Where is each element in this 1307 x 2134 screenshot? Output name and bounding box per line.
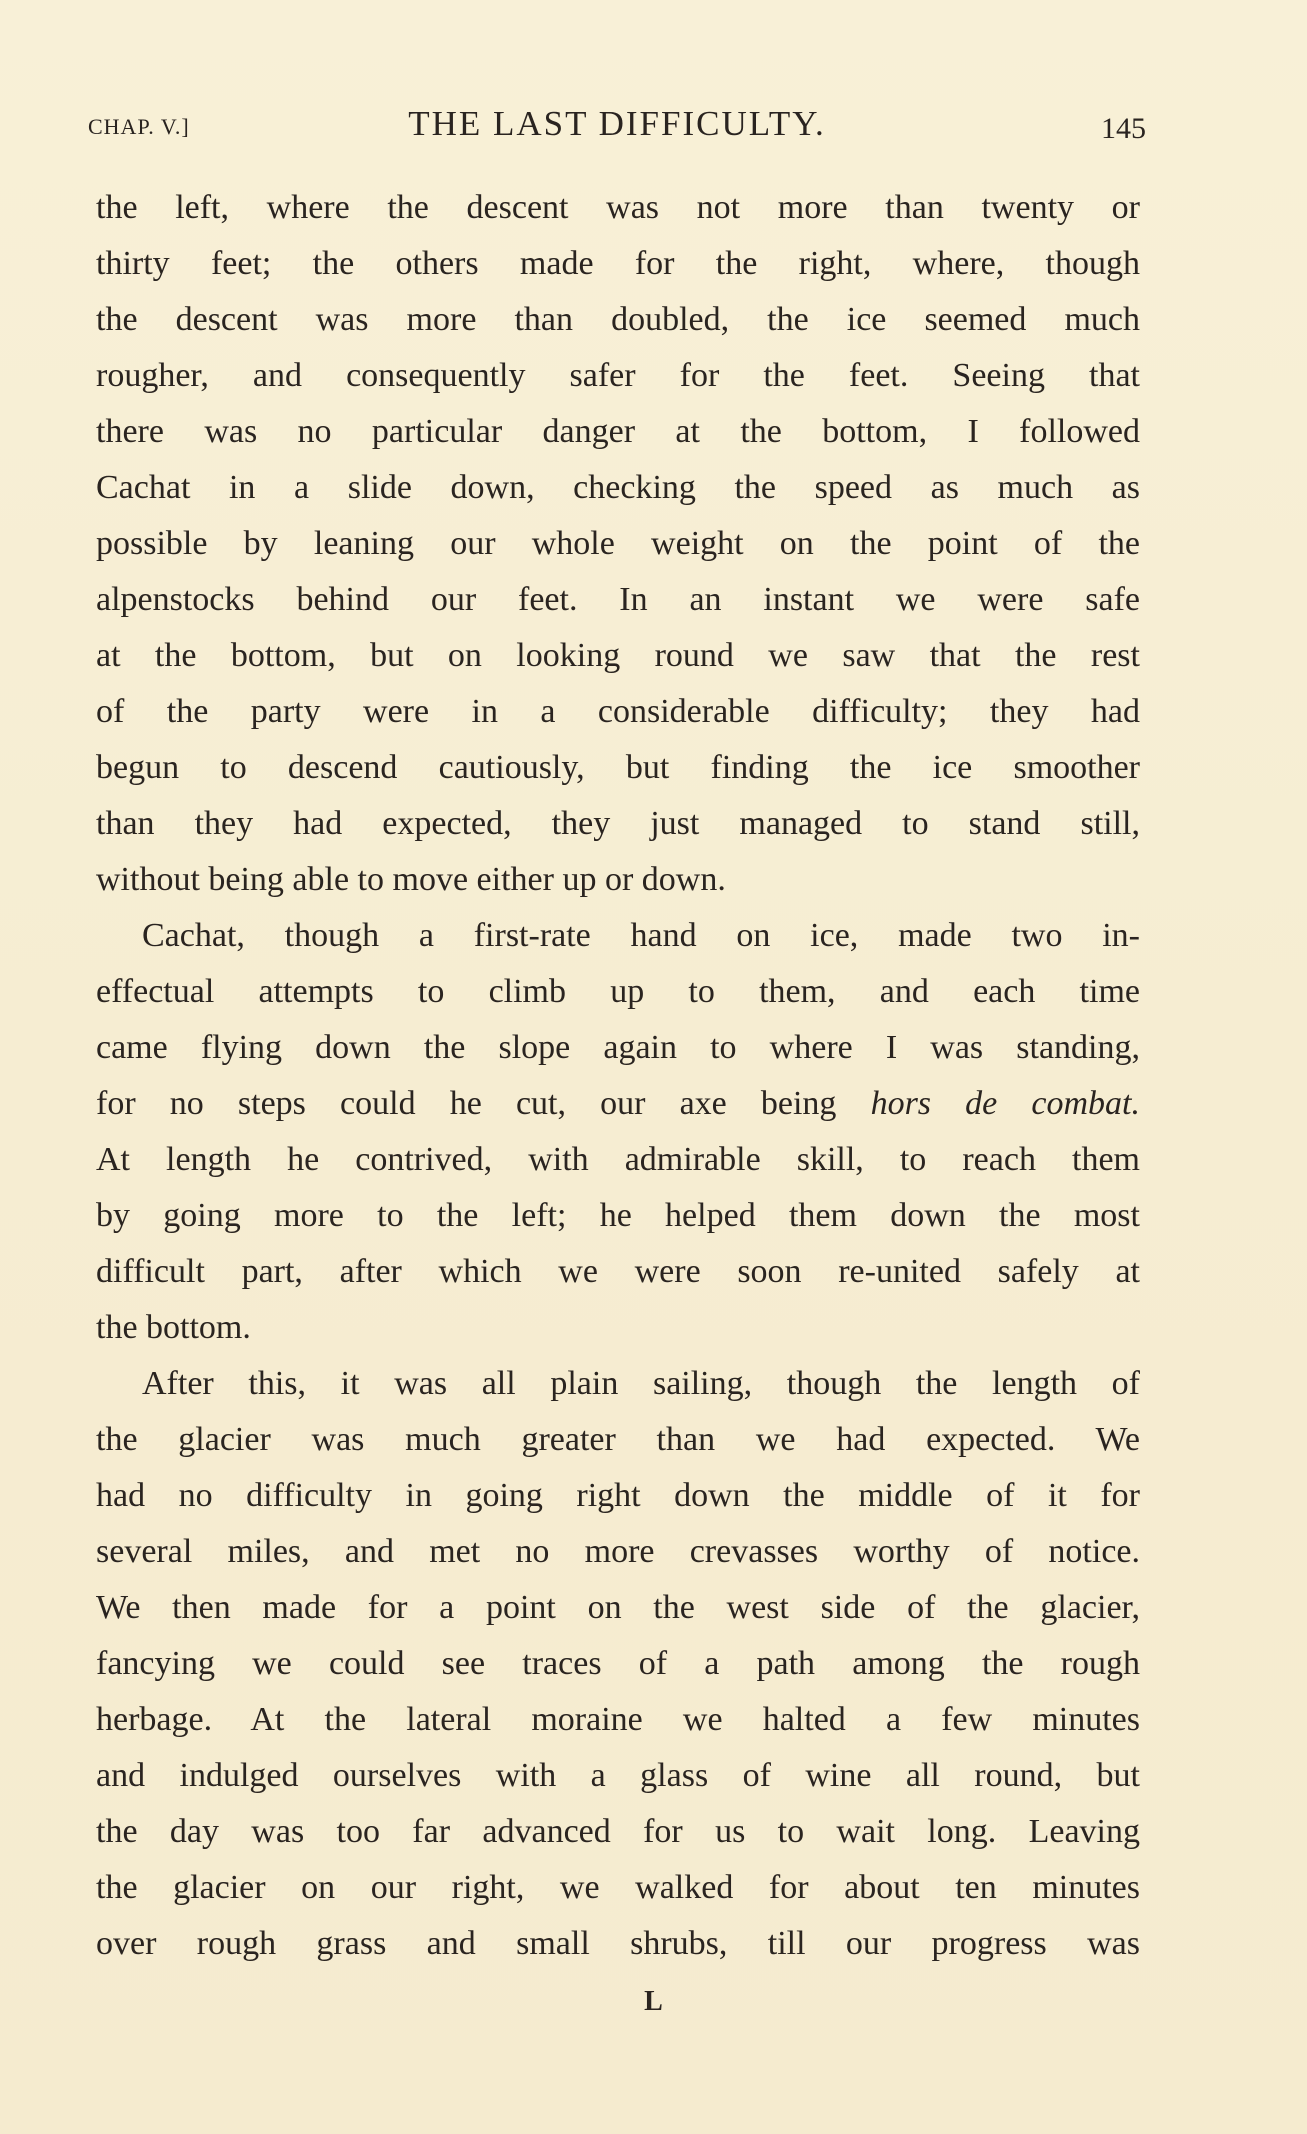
text-line: of the party were in a considerable difficulty; they had (96, 693, 1140, 730)
text-line: the descent was more than doubled, the ice seemed much (96, 301, 1140, 338)
page-number: 145 (1101, 112, 1146, 145)
text-line: rougher, and consequently safer for the feet. Seeing that (96, 357, 1140, 394)
text-line: the bottom. (96, 1309, 251, 1346)
paragraph (96, 908, 1140, 1356)
text-line: came flying down the slope again to where I was standing, (96, 1029, 1140, 1066)
text-line: the glacier was much greater than we had expected. We (96, 1421, 1140, 1458)
text-line: effectual attempts to climb up to them, and each time (96, 973, 1140, 1010)
text-line: After this, it was all plain sailing, though the length of (142, 1365, 1140, 1402)
text-line: the left, where the descent was not more than twenty or (96, 189, 1140, 226)
paragraph (96, 180, 1140, 908)
page-title: THE LAST DIFFICULTY. (408, 104, 826, 143)
text-line: and indulged ourselves with a glass of wine all round, but (96, 1757, 1140, 1794)
text-line: the glacier on our right, we walked for about ten minutes (96, 1869, 1140, 1906)
text-line: without being able to move either up or down. (96, 861, 726, 898)
text-span: for no steps could he cut, our axe being (96, 1085, 837, 1122)
signature-mark: L (644, 1986, 663, 2017)
text-line: thirty feet; the others made for the right, where, though (96, 245, 1140, 282)
text-line: At length he contrived, with admirable skill, to reach them (96, 1141, 1140, 1178)
italic-phrase: hors de combat. (870, 1085, 1140, 1122)
text-line: several miles, and met no more crevasses worthy of notice. (96, 1533, 1140, 1570)
paragraph (96, 1356, 1140, 1972)
text-line: had no difficulty in going right down the middle of it for (96, 1477, 1140, 1514)
text-line: than they had expected, they just managed to stand still, (96, 805, 1140, 842)
text-line: Cachat in a slide down, checking the speed as much as (96, 469, 1140, 506)
chapter-label: CHAP. V.] (88, 114, 190, 139)
body-text (96, 180, 1140, 1972)
text-line: begun to descend cautiously, but finding the ice smoother (96, 749, 1140, 786)
text-line: by going more to the left; he helped them down the most (96, 1197, 1140, 1234)
text-line-with-italic (96, 1076, 1140, 1132)
text-line: Cachat, though a first-rate hand on ice, made two in- (142, 917, 1140, 954)
text-line: difficult part, after which we were soon re-united safely at (96, 1253, 1140, 1290)
running-head (88, 104, 1146, 148)
text-line: at the bottom, but on looking round we saw that the rest (96, 637, 1140, 674)
text-line: fancying we could see traces of a path among the rough (96, 1645, 1140, 1682)
text-line: there was no particular danger at the bottom, I followed (96, 413, 1140, 450)
text-line: over rough grass and small shrubs, till our progress was (96, 1925, 1140, 1962)
text-line: possible by leaning our whole weight on the point of the (96, 525, 1140, 562)
text-line: alpenstocks behind our feet. In an instant we were safe (96, 581, 1140, 618)
text-line: herbage. At the lateral moraine we halted a few minutes (96, 1701, 1140, 1738)
text-line: We then made for a point on the west side of the glacier, (96, 1589, 1140, 1626)
text-line: the day was too far advanced for us to wait long. Leaving (96, 1813, 1140, 1850)
